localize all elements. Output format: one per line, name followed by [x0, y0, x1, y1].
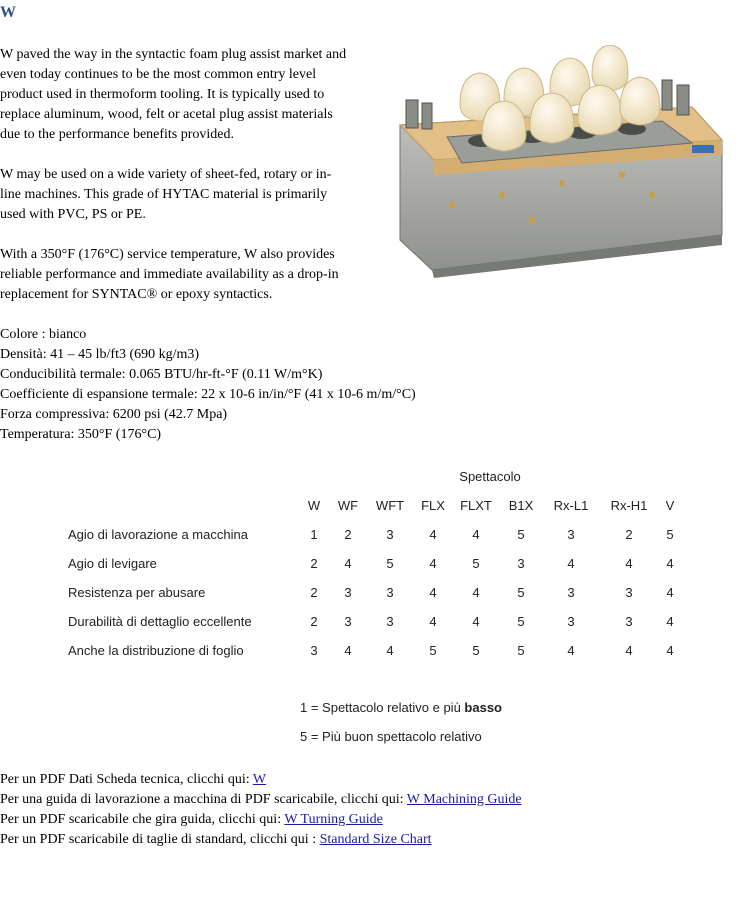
usage-paragraph — [0, 165, 385, 225]
column-header: W — [307, 498, 321, 513]
thermoform-tool-photo — [392, 45, 727, 280]
table-cell: 4 — [625, 556, 633, 571]
text-line: line machines. This grade of HYTAC material is primarily — [0, 187, 328, 202]
page-title: W — [0, 4, 16, 21]
text-line: even today continues to be the most common entry level — [0, 67, 317, 82]
table-cell: 4 — [344, 643, 352, 658]
table-cell: 4 — [472, 585, 480, 600]
link-line-machining — [0, 790, 522, 810]
legend-high: 5 = Più buon spettacolo relativo — [300, 729, 482, 744]
spec-temperatura: Temperatura: 350°F (176°C) — [0, 427, 162, 442]
table-cell: 4 — [567, 643, 575, 658]
table-cell: 4 — [472, 527, 480, 542]
row-label: Agio di levigare — [68, 556, 157, 571]
spec-conducibilita: Conducibilità termale: 0.065 BTU/hr-ft-°F (0.11 W/m°K) — [0, 367, 323, 382]
text-line: W paved the way in the syntactic foam plug assist market and — [0, 47, 347, 62]
table-cell: 4 — [429, 527, 437, 542]
table-cell: 5 — [517, 585, 525, 600]
column-header: Rx-H1 — [610, 498, 648, 513]
table-row — [60, 607, 683, 636]
link-prefix: Per una guida di lavorazione a macchina di PDF scaricabile, clicchi qui: — [0, 792, 407, 807]
table-cell: 3 — [386, 585, 394, 600]
table-cell: 5 — [472, 556, 480, 571]
table-cell: 3 — [310, 643, 318, 658]
table-cell: 2 — [310, 585, 318, 600]
table-cell: 5 — [386, 556, 394, 571]
table-cell: 3 — [344, 614, 352, 629]
column-header: V — [665, 498, 675, 513]
column-header-row — [60, 491, 683, 520]
column-header: FLX — [421, 498, 445, 513]
table-cell: 3 — [625, 614, 633, 629]
table-cell: 4 — [567, 556, 575, 571]
text-line: replacement for SYNTAC® or epoxy syntactics. — [0, 287, 273, 302]
column-header: B1X — [508, 498, 534, 513]
group-header: Spettacolo — [459, 469, 521, 484]
table-cell: 4 — [344, 556, 352, 571]
legend-low — [300, 700, 502, 715]
specifications-list — [0, 325, 416, 445]
table-row — [60, 636, 683, 665]
spec-coefficiente: Coefficiente di espansione termale: 22 x 10-6 in/in/°F (41 x 10-6 m/m/°C) — [0, 387, 416, 402]
table-cell: 3 — [567, 614, 575, 629]
table-cell: 3 — [344, 585, 352, 600]
text-line: reliable performance and immediate availability as a drop-in — [0, 267, 339, 282]
table-cell: 4 — [429, 614, 437, 629]
table-cell: 1 — [310, 527, 318, 542]
table-cell: 4 — [666, 643, 674, 658]
text-line: product used in thermoform tooling. It is typically used to — [0, 87, 325, 102]
table-cell: 4 — [666, 614, 674, 629]
table-cell: 3 — [386, 527, 394, 542]
table-cell: 5 — [517, 643, 525, 658]
row-label: Resistenza per abusare — [68, 585, 206, 600]
link-line-turning — [0, 810, 522, 830]
table-cell: 4 — [625, 643, 633, 658]
link-line-datasheet — [0, 770, 522, 790]
column-header: WFT — [375, 498, 405, 513]
link-prefix: Per un PDF scaricabile di taglie di standard, clicchi qui : — [0, 832, 320, 847]
spec-densita: Densità: 41 – 45 lb/ft3 (690 kg/m3) — [0, 347, 200, 362]
table-cell: 3 — [625, 585, 633, 600]
row-label: Anche la distribuzione di foglio — [68, 643, 244, 658]
performance-table — [60, 462, 683, 665]
table-cell: 4 — [386, 643, 394, 658]
group-header-row — [60, 462, 683, 491]
link-prefix: Per un PDF Dati Scheda tecnica, clicchi qui: — [0, 772, 253, 787]
column-header: Rx-L1 — [553, 498, 589, 513]
text-line: W may be used on a wide variety of sheet-fed, rotary or in- — [0, 167, 332, 182]
table-row — [60, 549, 683, 578]
text-line: With a 350°F (176°C) service temperature, W also provides — [0, 247, 335, 262]
text-line: due to the performance benefits provided. — [0, 127, 235, 142]
legend-low-bold: basso — [464, 700, 502, 715]
machining-guide-link[interactable]: W Machining Guide — [406, 792, 522, 807]
column-header: FLXT — [460, 498, 492, 513]
spec-colore: Colore : bianco — [0, 327, 87, 342]
table-cell: 5 — [429, 643, 437, 658]
table-cell: 2 — [625, 527, 633, 542]
table-cell: 4 — [666, 556, 674, 571]
link-line-size-chart — [0, 830, 522, 850]
table-cell: 4 — [429, 585, 437, 600]
table-cell: 3 — [517, 556, 525, 571]
intro-paragraph — [0, 45, 385, 145]
size-chart-link[interactable]: Standard Size Chart — [319, 832, 432, 847]
temperature-paragraph — [0, 245, 385, 305]
table-cell: 4 — [666, 585, 674, 600]
table-row — [60, 578, 683, 607]
table-cell: 3 — [386, 614, 394, 629]
table-cell: 4 — [429, 556, 437, 571]
table-cell: 3 — [567, 585, 575, 600]
row-label: Agio di lavorazione a macchina — [68, 527, 248, 542]
table-cell: 5 — [517, 527, 525, 542]
table-cell: 4 — [472, 614, 480, 629]
table-cell: 5 — [666, 527, 674, 542]
table-cell: 3 — [567, 527, 575, 542]
download-links — [0, 770, 522, 850]
text-line: replace aluminum, wood, felt or acetal plug assist materials — [0, 107, 333, 122]
spec-forza: Forza compressiva: 6200 psi (42.7 Mpa) — [0, 407, 228, 422]
table-cell: 2 — [344, 527, 352, 542]
table-cell: 2 — [310, 614, 318, 629]
datasheet-link[interactable]: W — [252, 772, 267, 787]
legend-low-text: 1 = Spettacolo relativo e più — [300, 700, 465, 715]
table-cell: 5 — [517, 614, 525, 629]
text-line: used with PVC, PS or PE. — [0, 207, 146, 222]
table-cell: 5 — [472, 643, 480, 658]
link-prefix: Per un PDF scaricabile che gira guida, clicchi qui: — [0, 812, 285, 827]
table-row — [60, 520, 683, 549]
turning-guide-link[interactable]: W Turning Guide — [284, 812, 383, 827]
column-header: WF — [337, 498, 359, 513]
table-cell: 2 — [310, 556, 318, 571]
row-label: Durabilità di dettaglio eccellente — [68, 614, 252, 629]
